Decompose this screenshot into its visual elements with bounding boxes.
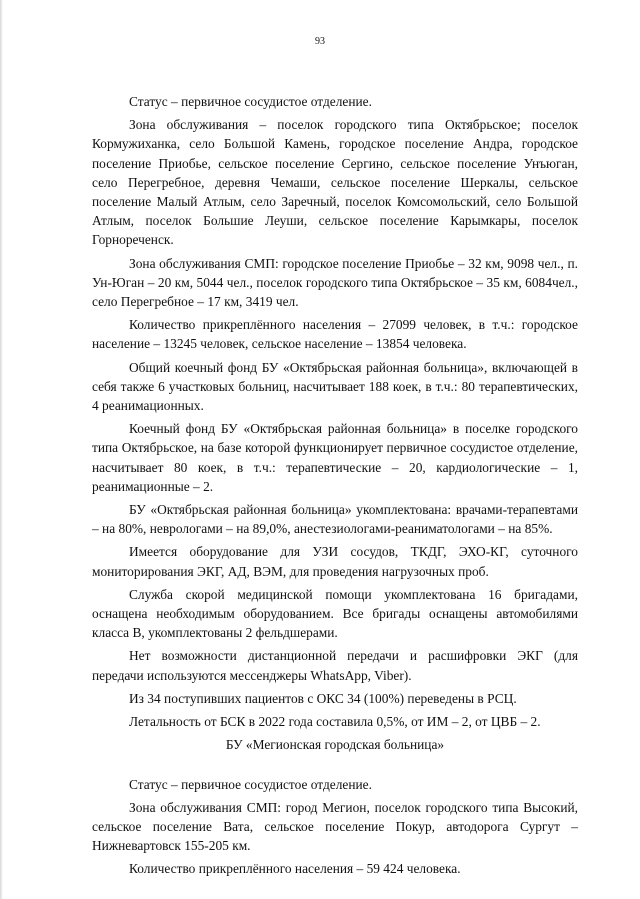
paragraph-staffing: БУ «Октябрьская районная больница» укомплектована: врачами-терапевтами – на 80%, неврологами – на 89,0%, анестезиологами-реаниматологами – на 85%. (92, 502, 578, 537)
paragraph-status-megion: Статус – первичное сосудистое отделение. (129, 776, 372, 792)
paragraph-emergency-zone-megion: Зона обслуживания СМП: город Мегион, поселок городского типа Высокий, сельское поселение Вата, сельское поселение Покур, автодорога Сургут – Нижневартовск 155-205 км. (92, 799, 578, 854)
paragraph-mortality: Летальность от БСК в 2022 года составила 0,5%, от ИМ – 2, от ЦВБ – 2. (129, 714, 541, 730)
paragraph-oks-patients: Из 34 поступивших пациентов с ОКС 34 (100%) переведены в РСЦ. (129, 690, 517, 706)
paragraph-equipment: Имеется оборудование для УЗИ сосудов, ТКДГ, ЭХО-КГ, суточного мониторирования ЭКГ, АД, ВЭМ, для проведения нагрузочных проб. (92, 544, 578, 579)
paragraph-status: Статус – первичное сосудистое отделение. (129, 94, 372, 109)
paragraph-bed-fund-total: Общий коечный фонд БУ «Октябрьская районная больница», включающей в себя также 6 участковых больниц, насчитывает 188 коек, в т.ч.: 80 терапевтических, 4 реанимационных. (92, 359, 578, 414)
paragraph-ecg-transfer: Нет возможности дистанционной передачи и расшифровки ЭКГ (для передачи используются мессенджеры WhatsApp, Viber). (92, 648, 578, 683)
section-title: БУ «Мегионская городская больница» (225, 737, 445, 753)
scan-edge-shadow (0, 0, 3, 899)
paragraph-ambulance: Служба скорой медицинской помощи укомплектована 16 бригадами, оснащена необходимым оборудованием. Все бригады оснащены автомобилями класса В, укомплектованы 2 фельдшерами. (92, 586, 578, 641)
paragraph-population-megion: Количество прикреплённого населения – 59 424 человека. (129, 861, 461, 877)
paragraph-service-zone: Зона обслуживания – поселок городского типа Октябрьское; поселок Кормужиханка, село Большой Камень, городское поселение Андра, городское поселение Приобье, сельское поселение Сергино, сельское поселение Унъюган, село Перегребное, деревня Чемаши, сельское поселение Шеркалы, сельское поселение Малый Атлым, село Заречный, поселок Комсомольский, село Большой Атлым, поселок Большие Леуши, сельское поселение Карымкары, поселок Горнореченск. (92, 117, 578, 248)
document-body (92, 92, 578, 879)
paragraph-population: Количество прикреплённого населения – 27099 человек, в т.ч.: городское население – 13245 человек, сельское население – 13854 человека. (92, 317, 578, 352)
paragraph-emergency-zone: Зона обслуживания СМП: городское поселение Приобье – 32 км, 9098 чел., п. Ун-Юган – 20 км, 5044 чел., поселок городского типа Октябрьское – 35 км, 6084чел., село Перегребное – 17 км, 3419 чел. (92, 255, 578, 310)
paragraph-bed-fund-oktyabrskoe: Коечный фонд БУ «Октябрьская районная больница» в поселке городского типа Октябрьское, на базе которой функционирует первичное сосудистое отделение, насчитывает 80 коек, в т.ч.: терапевтические – 20, кардиологические – 1, реанимационные – 2. (92, 421, 578, 494)
page-number: 93 (315, 36, 325, 47)
